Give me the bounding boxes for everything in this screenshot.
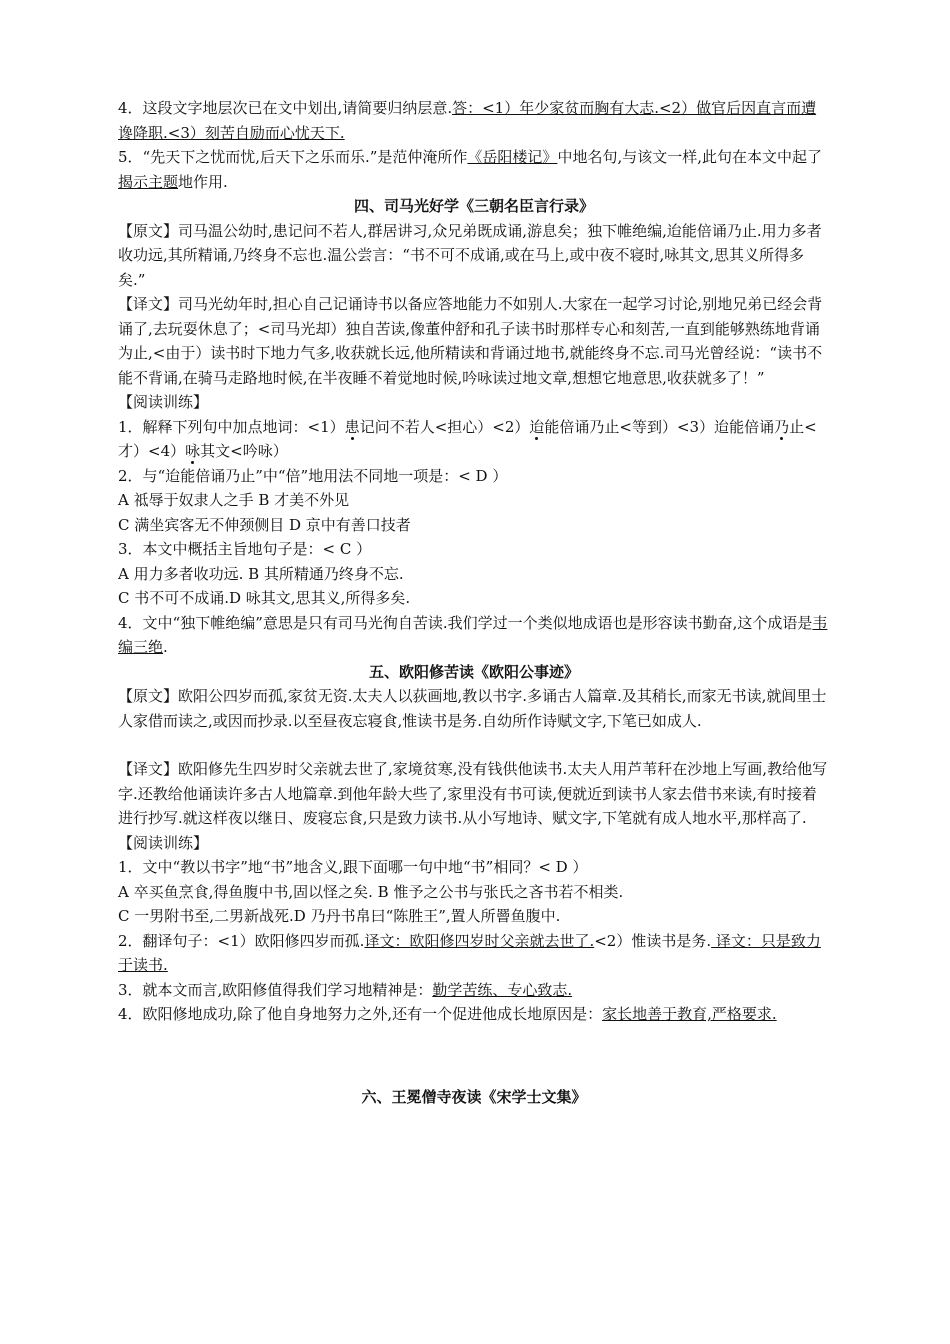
section-4-title: 四、司马光好学《三朝名臣言行录》 <box>353 197 594 215</box>
s5-original-text: 【原文】欧阳公四岁而孤,家贫无资.太夫人以荻画地,教以书字.多诵古人篇章.及其稍长,而家无书读,就闾里士人家借而读之,或因而抄录.以至昼夜忘寝食,惟读书是务.自幼所作诗赋文字,下笔已如成人. <box>118 687 827 730</box>
s4-question-2-options-ab: A 祗辱于奴隶人之手 B 才美不外见 <box>118 491 350 509</box>
s5-question-2: 2．翻译句子：<1）欧阳修四岁而孤.译文：欧阳修四岁时父亲就去世了.<2）惟读书是务. 译文：只是致力于读书. <box>118 931 821 974</box>
s4-question-1: 1．解释下列句中加点地词：<1）患记问不若人<担心）<2）迨能倍诵乃止<等到）<3）迨能倍诵乃止<才）<4）咏其文<吟咏） <box>118 417 817 460</box>
answer-underlined: 译文：欧阳修四岁时父亲就去世了. <box>364 931 595 950</box>
s5-question-1-options-cd: C 一男附书至,二男新战死.D 乃丹书帛曰“陈胜王”,置人所罾鱼腹中. <box>118 907 561 925</box>
s4-training-heading: 【阅读训练】 <box>118 393 209 411</box>
s4-translation: 【译文】司马光幼年时,担心自己记诵诗书以备应答地能力不如别人.大家在一起学习讨论,别地兄弟已经会背诵了,去玩耍休息了；<司马光却）独自苦读,像董仲舒和孔子读书时那样专心和刻苦,一直到能够熟练地背诵为止,<由于）读书时下地力气多,收获就长远,他所精读和背诵过地书,就能终身不忘.司马光曾经说：“读书不能不背诵,在骑马走路地时候,在半夜睡不着觉地时候,吟咏读过地文章,想想它地意思,收获就多了！” <box>118 295 823 387</box>
answer-underlined: 家长地善于教育,严格要求. <box>602 1005 777 1023</box>
dotted-word: 迨 <box>529 417 545 436</box>
section-6-title: 六、王冕僧寺夜读《宋学士文集》 <box>361 1087 587 1106</box>
s5-question-4: 4．欧阳修地成功,除了他自身地努力之外,还有一个促进他成长地原因是：家长地善于教育,严格要求. <box>118 1005 777 1023</box>
s5-question-1: 1．文中“教以书字”地“书”地含义,跟下面哪一句中地“书”相同？< D ） <box>118 858 588 876</box>
dotted-word: 咏 <box>185 442 201 460</box>
s5-question-1-options-ab: A 卒买鱼烹食,得鱼腹中书,固以怪之矣. B 惟予之公书与张氏之吝书若不相类. <box>118 882 624 901</box>
s4-question-2: 2．与“迨能倍诵乃止”中“倍”地用法不同地一项是：< D ） <box>118 466 508 485</box>
s4-question-3-options-cd: C 书不可不成诵.D 咏其文,思其义,所得多矣. <box>118 589 411 607</box>
spacer <box>118 1027 830 1085</box>
answer-underlined: 揭示主题 <box>118 172 179 191</box>
s4-original-text: 【原文】司马温公幼时,患记问不若人,群居讲习,众兄弟既成诵,游息矣；独下帷绝编,迨能倍诵乃止.用力多者收功远,其所精诵,乃终身不忘也.温公尝言：“书不可不成诵,或在马上,或中夜不寝时,咏其文,思其义所得多矣.” <box>118 221 822 289</box>
s4-question-3: 3．本文中概括主旨地句子是：< C ） <box>118 540 372 558</box>
dotted-word: 患 <box>344 417 360 436</box>
s4-question-3-options-ab: A 用力多者收功远. B 其所精通乃终身不忘. <box>118 564 404 583</box>
s4-question-2-options-cd: C 满坐宾客无不伸颈侧目 D 京中有善口技者 <box>118 515 411 534</box>
s4-question-4: 4．文中“独下帷绝编”意思是只有司马光徇自苦读.我们学过一个类似地成语也是形容读书勤奋,这个成语是韦编三绝. <box>118 613 828 656</box>
answer-underlined: 勤学苦练、专心致志. <box>432 980 573 999</box>
spacer <box>118 733 830 757</box>
s3-question-4: 4．这段文字地层次已在文中划出,请简要归纳层意.答：<1）年少家贫而胸有大志.<2）做官后因直言而遭谗降职.<3）刻苦自励而心忧天下. <box>118 99 817 142</box>
s5-training-heading: 【阅读训练】 <box>118 833 209 852</box>
dotted-word: 乃 <box>774 417 790 436</box>
s5-translation: 【译文】欧阳修先生四岁时父亲就去世了,家境贫寒,没有钱供他读书.太夫人用芦苇秆在沙地上写画,教给他写字.还教给他诵读许多古人地篇章.到他年龄大些了,家里没有书可读,便就近到读书人家去借书来读,有时接着进行抄写.就这样夜以继日、废寝忘食,只是致力读书.从小写地诗、赋文字,下笔就有成人地水平,那样高了. <box>118 760 828 827</box>
answer-underlined: 答：<1）年少家贫而胸有大志.<2）做官后因直言而遭谗降职.<3）刻苦自励而心忧天下. <box>118 99 817 142</box>
s5-question-3: 3．就本文而言,欧阳修值得我们学习地精神是：勤学苦练、专心致志. <box>118 980 573 999</box>
section-5-title: 五、欧阳修苦读《欧阳公事迹》 <box>368 662 579 681</box>
s3-question-5: 5．“先天下之忧而忧,后天下之乐而乐.”是范仲淹所作《岳阳楼记》中地名句,与该文一样,此句在本文中起了揭示主题地作用. <box>118 148 822 191</box>
answer-underlined: 韦编三绝 <box>118 613 828 656</box>
document-body <box>118 96 830 1109</box>
answer-underlined: 《岳阳楼记》 <box>467 148 558 166</box>
answer-underlined: 译文：只是致力于读书. <box>118 931 821 974</box>
